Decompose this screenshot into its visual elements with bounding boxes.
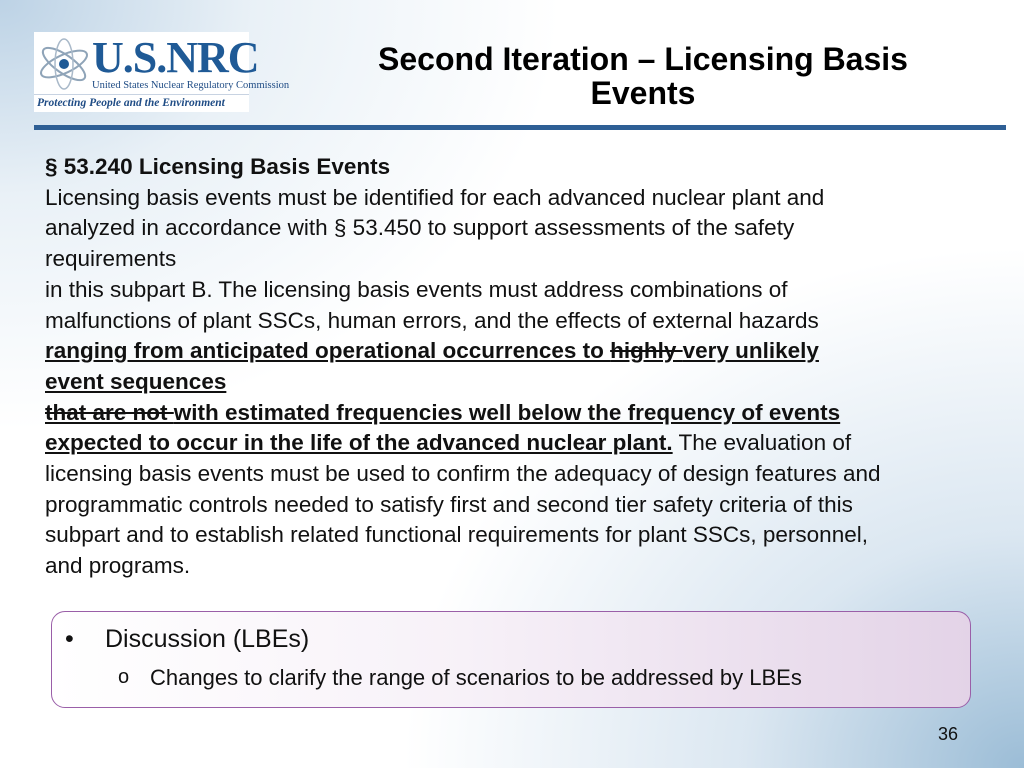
text-line: analyzed in accordance with § 53.450 to support assessments of the safety: [45, 215, 795, 241]
section-heading: § 53.240 Licensing Basis Events: [45, 154, 391, 179]
text-line: Licensing basis events must be identified for each advanced nuclear plant and: [45, 184, 825, 210]
inserted-text: event sequences: [45, 368, 227, 394]
text-line: programmatic controls needed to satisfy first and second tier safety criteria of this: [45, 491, 853, 517]
nrc-logo: [34, 32, 290, 112]
title-divider: [34, 125, 1006, 130]
text-line: requirements: [45, 246, 177, 272]
inserted-text: with estimated frequencies well below the frequency of events: [173, 399, 841, 425]
text-line: subpart and to establish related functional requirements for plant SSCs, personnel,: [45, 522, 868, 548]
inserted-text: ranging from anticipated operational occurrences to: [45, 338, 611, 364]
logo-tagline: Protecting People and the Environment: [34, 94, 249, 112]
logo-subtitle: United States Nuclear Regulatory Commission: [92, 80, 290, 91]
sub-bullet-icon: o: [118, 666, 130, 688]
deleted-text: highly: [610, 338, 683, 364]
slide-title: [320, 42, 966, 110]
text-line-revised: [45, 398, 1005, 429]
slide-title-line2: Events: [590, 75, 696, 111]
regulation-text: [45, 152, 1005, 582]
plain-text: The evaluation of: [672, 430, 852, 456]
text-line: in this subpart B. The licensing basis events must address combinations of: [45, 276, 788, 302]
atom-icon: [34, 32, 94, 94]
page-number: 36: [938, 724, 959, 744]
text-line: malfunctions of plant SSCs, human errors, and the effects of external hazards: [45, 307, 819, 333]
discussion-subitem: Changes to clarify the range of scenarios to be addressed by LBEs: [150, 665, 802, 690]
text-line-revised: [45, 336, 1005, 367]
text-line: and programs.: [45, 553, 191, 579]
bullet-icon: •: [65, 625, 74, 653]
logo-wordmark: U.S.NRC: [92, 33, 259, 82]
slide-title-line1: Second Iteration – Licensing Basis: [378, 41, 908, 77]
discussion-item: Discussion (LBEs): [105, 625, 310, 653]
deleted-text: that are not: [45, 399, 174, 425]
discussion-box: [51, 611, 971, 708]
inserted-text: expected to occur in the life of the advanced nuclear plant.: [45, 430, 673, 456]
text-line: licensing basis events must be used to confirm the adequacy of design features and: [45, 461, 881, 487]
inserted-text: very unlikely: [682, 338, 819, 364]
text-line-revised: [45, 428, 1005, 459]
